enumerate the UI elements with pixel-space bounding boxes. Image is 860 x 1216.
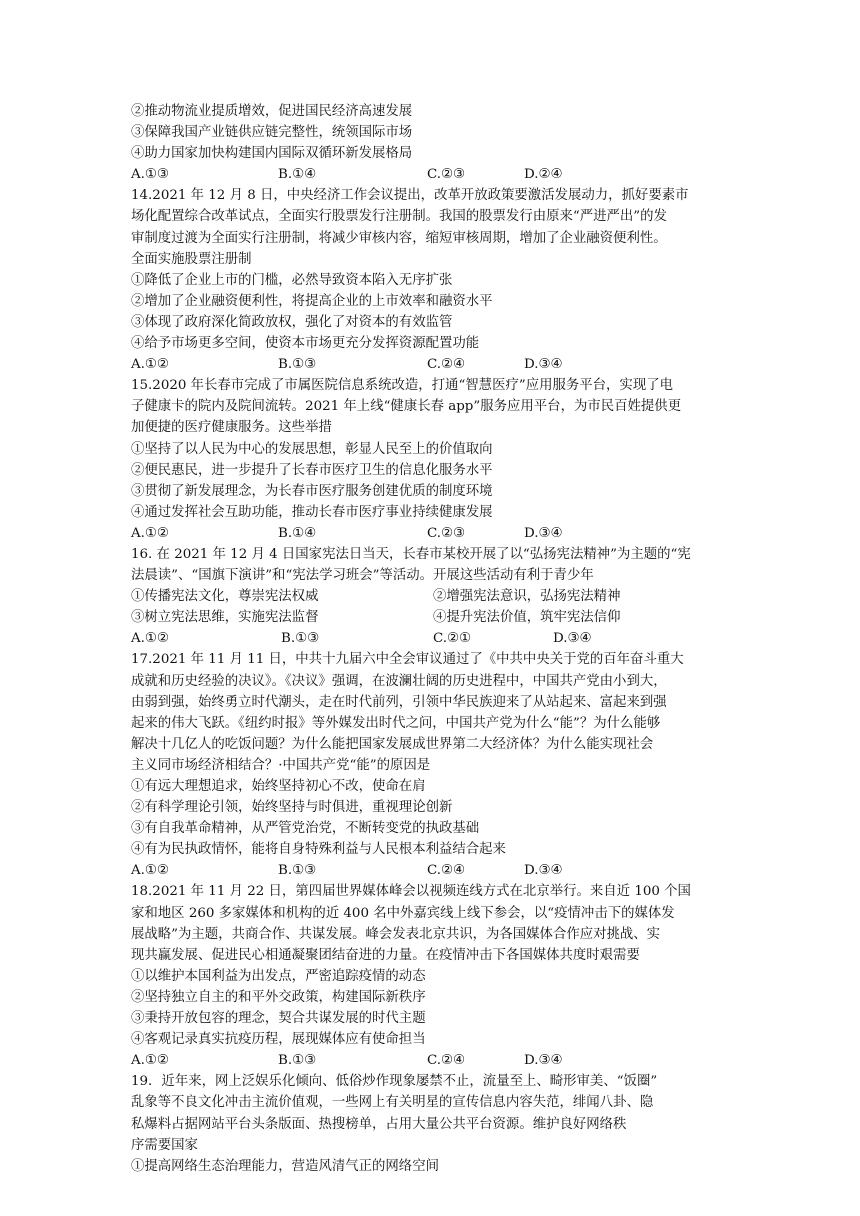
option-d: D.②④ <box>524 167 563 183</box>
option-d: D.③④ <box>524 357 563 373</box>
answer-options <box>131 860 731 881</box>
option-d: D.③④ <box>524 863 563 879</box>
choice-row <box>131 586 731 607</box>
choice-item: ④助力国家加快构建国内国际双循环新发展格局 <box>131 146 413 162</box>
question-stem-line: 序需要国家 <box>131 1137 198 1153</box>
option-c: C.②③ <box>427 525 466 541</box>
choice-item: ①降低了企业上市的门槛，必然导致资本陷入无序扩张 <box>131 272 453 288</box>
choice-item: ③秉持开放包容的理念，契合共谋发展的时代主题 <box>131 1011 426 1027</box>
answer-options <box>131 354 731 375</box>
question-stem-line: 家和地区 260 多家媒体和机构的近 400 名中外嘉宾线上线下参会，以“疫情冲击下的媒体发 <box>131 905 675 921</box>
option-a: A.①② <box>131 357 169 373</box>
answer-options <box>131 164 731 185</box>
choice-item: ③保障我国产业链供应链完整性，统领国际市场 <box>131 125 413 141</box>
question-stem-line: 私爆料占据网站平台头条版面、热搜榜单，占用大量公共平台资源。维护良好网络秩 <box>131 1116 627 1132</box>
choice-item: ④通过发挥社会互助功能，推动长春市医疗事业持续健康发展 <box>131 504 493 520</box>
choice-item: ①提高网络生态治理能力，营造风清气正的网络空间 <box>131 1158 439 1174</box>
question-stem-line: 由弱到强，始终勇立时代潮头，走在时代前列，引领中华民族迎来了从站起来、富起来到强 <box>131 694 667 710</box>
option-a: A.①② <box>131 1053 169 1069</box>
question-stem-line: 审制度过渡为全面实行注册制，将减少审核内容，缩短审核周期，增加了企业融资便利性。 <box>131 230 667 246</box>
option-a: A.①② <box>131 631 169 647</box>
question-stem-line: 18.2021 年 11 月 22 日，第四届世界媒体峰会以视频连线方式在北京举行。来自近 100 个国 <box>131 884 691 900</box>
choice-item: ③体现了政府深化简政放权，强化了对资本的有效监管 <box>131 314 453 330</box>
answer-options <box>131 628 731 649</box>
question-13-tail <box>131 101 731 185</box>
question-stem-line: 19．近年来，网上泛娱乐化倾向、低俗炒作现象屡禁不止，流量至上、畸形审美、“饭圈” <box>131 1074 658 1090</box>
choice-item: ③有自我革命精神，从严管党治党，不断转变党的执政基础 <box>131 821 480 837</box>
question-stem-line: 展战略”为主题，共商合作、共谋发展。峰会发表北京共识，为各国媒体合作应对挑战、实 <box>131 926 661 942</box>
question-stem-line: 现共赢发展、促进民心相通凝聚团结奋进的力量。在疫情冲击下各国媒体共度时艰需要 <box>131 947 640 963</box>
question-16 <box>131 544 731 649</box>
choice-item: ④客观记录真实抗疫历程，展现媒体应有使命担当 <box>131 1032 426 1048</box>
option-c: C.②④ <box>427 1053 466 1069</box>
question-stem-line: 全面实施股票注册制 <box>131 251 252 267</box>
question-19 <box>131 1071 731 1176</box>
question-14 <box>131 185 731 375</box>
question-stem-line: 16. 在 2021 年 12 月 4 日国家宪法日当天，长春市某校开展了以“弘扬宪法精神”为主题的“宪 <box>131 546 691 562</box>
choice-item: ①有远大理想追求，始终坚持初心不改，使命在肩 <box>131 779 426 794</box>
choice-item: ②增强宪法意识，弘扬宪法精神 <box>433 589 621 605</box>
question-17 <box>131 649 731 881</box>
question-stem-line: 14.2021 年 12 月 8 日，中央经济工作会议提出，改革开放政策要激活发展动力，抓好要素市 <box>131 188 689 204</box>
choice-item: ②坚持独立自主的和平外交政策，构建国际新秩序 <box>131 989 426 1005</box>
choice-item: ①以维护本国利益为出发点，严密追踪疫情的动态 <box>131 968 426 984</box>
option-b: B.①③ <box>278 357 317 373</box>
answer-options <box>131 523 731 544</box>
option-d: D.③④ <box>553 631 592 647</box>
answer-options <box>131 1050 731 1071</box>
question-stem-line: 解决十几亿人的吃饭问题？为什么能把国家发展成世界第二大经济体？为什么能实现社会 <box>131 736 654 752</box>
option-d: D.③④ <box>524 525 563 541</box>
choice-item: ③树立宪法思维，实施宪法监督 <box>131 610 319 626</box>
question-stem-line: 15.2020 年长春市完成了市属医院信息系统改造，打通“智慧医疗”应用服务平台，实现了电 <box>131 378 673 394</box>
option-c: C.②① <box>433 631 472 647</box>
choice-item: ④给予市场更多空间，使资本市场更充分发挥资源配置功能 <box>131 336 480 352</box>
option-a: A.①② <box>131 863 169 879</box>
option-b: B.①③ <box>278 863 317 879</box>
choice-item: ②有科学理论引领，始终坚持与时俱进，重视理论创新 <box>131 800 453 816</box>
choice-item: ②推动物流业提质增效，促进国民经济高速发展 <box>131 104 413 119</box>
option-a: A.①② <box>131 525 169 541</box>
option-b: B.①③ <box>281 631 320 647</box>
question-stem-line: 场化配置综合改革试点，全面实行股票发行注册制。我国的股票发行由原来“严进严出”的发 <box>131 209 667 225</box>
choice-item: ②增加了企业融资便利性，将提高企业的上市效率和融资水平 <box>131 293 493 309</box>
option-c: C.②③ <box>427 167 466 183</box>
choice-row <box>131 607 731 628</box>
question-stem-line: 成就和历史经验的决议》。《决议》强调，在波澜壮阔的历史进程中，中国共产党由小到大， <box>131 673 667 689</box>
option-c: C.②④ <box>427 863 466 879</box>
option-b: B.①④ <box>278 167 317 183</box>
question-stem-line: 法晨读”、“国旗下演讲”和“宪法学习班会”等活动。开展这些活动有利于青少年 <box>131 568 594 584</box>
question-stem-line: 主义同市场经济相结合？·中国共产党“能”的原因是 <box>131 757 431 773</box>
question-stem-line: 17.2021 年 11 月 11 日，中共十九届六中全会审议通过了《中共中央关于党的百年奋斗重大 <box>131 652 684 668</box>
option-b: B.①③ <box>278 1053 317 1069</box>
exam-page <box>131 101 731 1177</box>
option-a: A.①③ <box>131 167 169 183</box>
choice-item: ③贯彻了新发展理念，为长春市医疗服务创建优质的制度环境 <box>131 483 493 499</box>
choice-item: ④有为民执政情怀，能将自身特殊利益与人民根本利益结合起来 <box>131 842 506 858</box>
question-stem-line: 起来的伟大飞跃。《纽约时报》等外媒发出时代之问，中国共产党为什么“能”？为什么能够 <box>131 715 661 731</box>
option-c: C.②④ <box>427 357 466 373</box>
question-stem-line: 加便捷的医疗健康服务。这些举措 <box>131 420 332 436</box>
option-b: B.①④ <box>278 525 317 541</box>
choice-item: ①传播宪法文化，尊崇宪法权威 <box>131 589 319 605</box>
choice-item: ②便民惠民，进一步提升了长春市医疗卫生的信息化服务水平 <box>131 462 493 478</box>
question-stem-line: 子健康卡的院内及院间流转。2021 年上线“健康长春 app”服务应用平台，为市民百姓提供更 <box>131 399 682 415</box>
question-18 <box>131 881 731 1071</box>
choice-item: ④提升宪法价值，筑牢宪法信仰 <box>433 610 621 626</box>
option-d: D.③④ <box>524 1053 563 1069</box>
choice-item: ①坚持了以人民为中心的发展思想，彰显人民至上的价值取向 <box>131 441 493 457</box>
question-stem-line: 乱象等不良文化冲击主流价值观，一些网上有关明星的宣传信息内容失范，绯闻八卦、隐 <box>131 1095 654 1111</box>
question-15 <box>131 375 731 544</box>
